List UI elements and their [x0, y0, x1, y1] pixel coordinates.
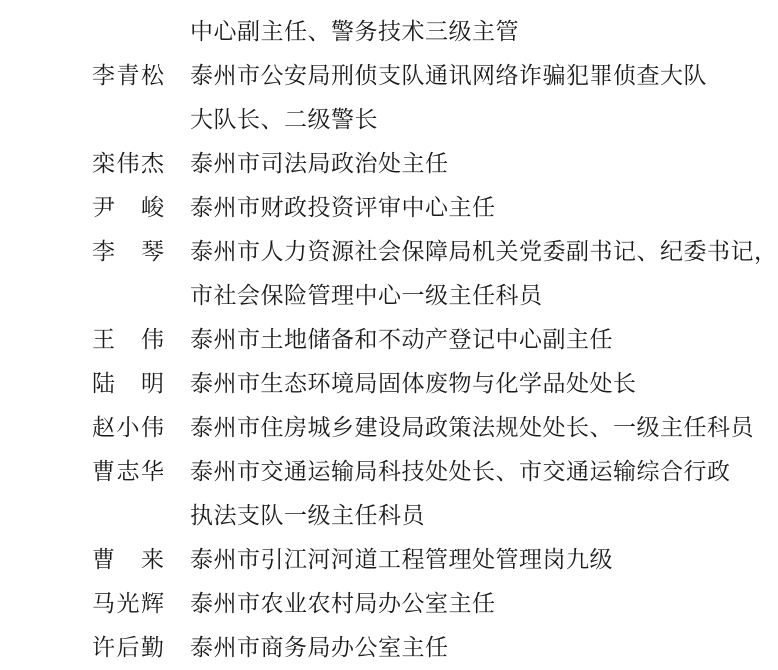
list-item — [0, 626, 750, 670]
person-position: 大队长、二级警长 — [190, 107, 378, 133]
person-name: 李青松 — [92, 63, 164, 89]
person-position: 泰州市人力资源社会保障局机关党委副书记、纪委书记， — [190, 239, 778, 265]
person-name: 曹 来 — [92, 547, 164, 573]
list-item — [0, 450, 750, 494]
person-position: 泰州市公安局刑侦支队通讯网络诈骗犯罪侦查大队 — [190, 63, 707, 89]
person-position: 泰州市住房城乡建设局政策法规处处长、一级主任科员 — [190, 415, 754, 441]
list-item — [0, 98, 750, 142]
list-item — [0, 230, 778, 274]
person-name: 马光辉 — [92, 591, 164, 617]
list-item — [0, 318, 750, 362]
person-position: 市社会保险管理中心一级主任科员 — [190, 283, 543, 309]
list-item — [0, 186, 750, 230]
person-position: 泰州市引江河河道工程管理处管理岗九级 — [190, 547, 613, 573]
list-item — [0, 362, 750, 406]
person-name: 李 琴 — [92, 239, 164, 265]
person-name: 栾伟杰 — [92, 151, 164, 177]
list-item — [0, 142, 750, 186]
person-position: 执法支队一级主任科员 — [190, 503, 425, 529]
list-item — [0, 494, 750, 538]
list-item — [0, 10, 750, 54]
person-position: 泰州市交通运输局科技处处长、市交通运输综合行政 — [190, 459, 731, 485]
list-item — [0, 54, 750, 98]
person-name: 王 伟 — [92, 327, 164, 353]
person-position: 泰州市司法局政治处主任 — [190, 151, 449, 177]
person-position: 中心副主任、警务技术三级主管 — [190, 19, 519, 45]
person-position: 泰州市商务局办公室主任 — [190, 635, 449, 661]
person-position: 泰州市财政投资评审中心主任 — [190, 195, 496, 221]
person-name: 赵小伟 — [92, 415, 164, 441]
list-item — [0, 274, 750, 318]
person-position: 泰州市农业农村局办公室主任 — [190, 591, 496, 617]
person-position: 泰州市土地储备和不动产登记中心副主任 — [190, 327, 613, 353]
list-item — [0, 582, 750, 626]
person-position: 泰州市生态环境局固体废物与化学品处处长 — [190, 371, 637, 397]
list-item — [0, 406, 754, 450]
list-item — [0, 538, 750, 582]
person-name: 许后勤 — [92, 635, 164, 661]
person-name: 曹志华 — [92, 459, 164, 485]
person-name: 尹 峻 — [92, 195, 164, 221]
person-name: 陆 明 — [92, 371, 164, 397]
